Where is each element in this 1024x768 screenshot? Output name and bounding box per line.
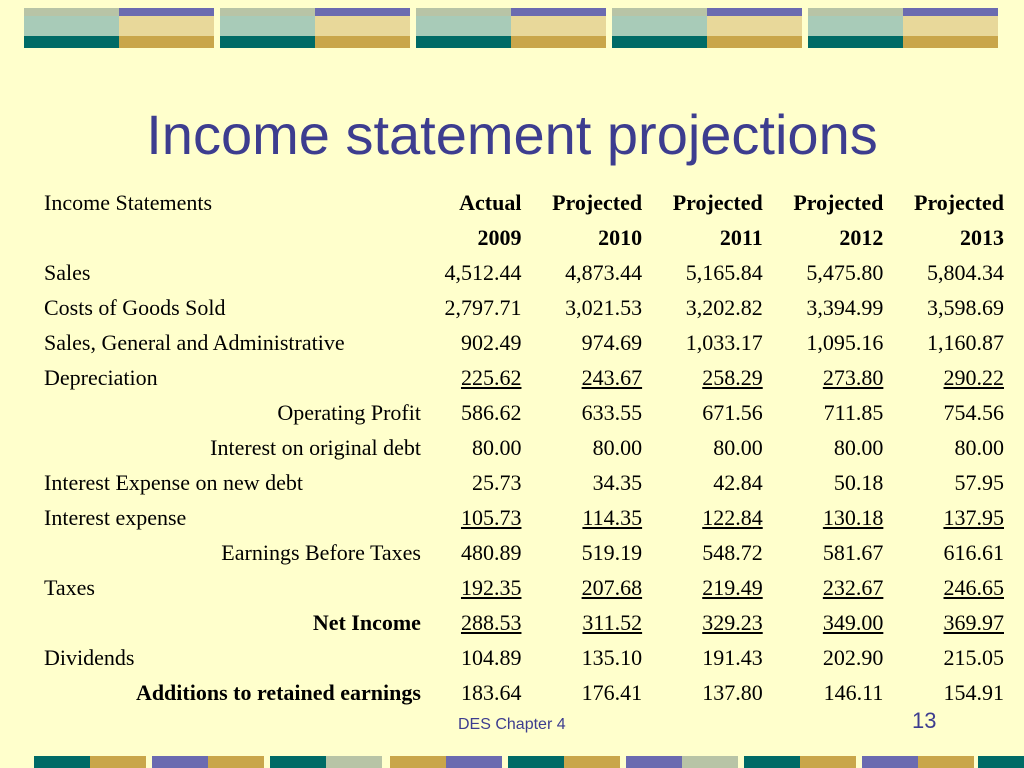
cell-value: 207.68: [581, 575, 643, 600]
table-row: [44, 395, 1004, 430]
cell-value: 225.62: [460, 365, 522, 390]
table-row: [44, 605, 1004, 640]
cell-value: 183.64: [460, 680, 522, 705]
cell-value: 288.53: [460, 610, 522, 635]
row-label: Sales: [44, 260, 91, 285]
cell-value: 146.11: [823, 680, 884, 705]
cell-value: 50.18: [833, 470, 884, 495]
cell-value: 122.84: [702, 505, 763, 530]
cell-value: 219.49: [702, 575, 763, 600]
slide-title: Income statement projections: [146, 103, 878, 166]
cell-value: 80.00: [954, 435, 1004, 460]
cell-value: 4,873.44: [565, 260, 643, 285]
income-statement-table: [44, 185, 1004, 710]
cell-value: 3,202.82: [685, 295, 763, 320]
table-row: [44, 255, 1004, 290]
table-row: [44, 675, 1004, 710]
table-row: [44, 570, 1004, 605]
row-label: Costs of Goods Sold: [44, 295, 226, 320]
table-row: [44, 465, 1004, 500]
cell-value: 671.56: [702, 400, 763, 425]
cell-value: 519.19: [581, 540, 643, 565]
top-decorative-band: [0, 0, 1024, 60]
cell-value: 80.00: [592, 435, 643, 460]
cell-value: 202.90: [822, 645, 884, 670]
table-row: [44, 640, 1004, 675]
col-header-type: Projected: [672, 190, 763, 215]
col-header-type: Projected: [552, 190, 643, 215]
cell-value: 42.84: [713, 470, 763, 495]
table-row: [44, 535, 1004, 570]
col-header-year: 2009: [477, 225, 522, 250]
band-block: [808, 8, 998, 48]
col-header-year: 2011: [719, 225, 763, 250]
cell-value: 349.00: [822, 610, 884, 635]
table-row: [44, 290, 1004, 325]
table-header-label: Income Statements: [44, 190, 213, 215]
band-block: [416, 8, 606, 48]
cell-value: 114.35: [582, 505, 643, 530]
cell-value: 480.89: [460, 540, 522, 565]
cell-value: 104.89: [460, 645, 522, 670]
col-header-year: 2012: [839, 225, 884, 250]
cell-value: 369.97: [943, 610, 1004, 635]
cell-value: 311.52: [582, 610, 643, 635]
cell-value: 232.67: [822, 575, 884, 600]
cell-value: 3,598.69: [927, 295, 1004, 320]
cell-value: 3,021.53: [565, 295, 643, 320]
cell-value: 5,475.80: [806, 260, 884, 285]
cell-value: 3,394.99: [806, 295, 884, 320]
cell-value: 290.22: [943, 365, 1004, 390]
cell-value: 711.85: [823, 400, 884, 425]
row-label: Interest Expense on new debt: [44, 470, 304, 495]
cell-value: 616.61: [943, 540, 1004, 565]
row-label: Net Income: [312, 610, 421, 635]
cell-value: 273.80: [822, 365, 884, 390]
row-label: Taxes: [44, 575, 95, 600]
cell-value: 130.18: [822, 505, 884, 530]
cell-value: 105.73: [460, 505, 522, 530]
cell-value: 25.73: [471, 470, 522, 495]
cell-value: 215.05: [943, 645, 1004, 670]
cell-value: 1,160.87: [927, 330, 1004, 355]
row-label: Sales, General and Administrative: [44, 330, 345, 355]
cell-value: 5,804.34: [927, 260, 1004, 285]
cell-value: 5,165.84: [685, 260, 763, 285]
table-row: [44, 430, 1004, 465]
cell-value: 329.23: [702, 610, 763, 635]
table-row: [44, 360, 1004, 395]
row-label: Additions to retained earnings: [135, 680, 421, 705]
col-header-year: 2013: [960, 225, 1004, 250]
cell-value: 1,095.16: [806, 330, 884, 355]
cell-value: 4,512.44: [444, 260, 522, 285]
cell-value: 135.10: [581, 645, 643, 670]
row-label: Earnings Before Taxes: [221, 540, 421, 565]
row-label: Operating Profit: [277, 400, 421, 425]
cell-value: 137.95: [943, 505, 1004, 530]
page-number: 13: [912, 708, 937, 733]
cell-value: 34.35: [592, 470, 643, 495]
cell-value: 586.62: [460, 400, 522, 425]
bottom-decorative-band: [0, 756, 1024, 768]
cell-value: 80.00: [471, 435, 522, 460]
table-header-row-2: [44, 220, 1004, 255]
col-header-type: Projected: [793, 190, 884, 215]
band-block: [612, 8, 802, 48]
cell-value: 581.67: [822, 540, 884, 565]
band-block: [220, 8, 410, 48]
cell-value: 80.00: [833, 435, 884, 460]
col-header-type: Projected: [914, 190, 1004, 215]
cell-value: 1,033.17: [685, 330, 763, 355]
col-header-type: Actual: [459, 190, 522, 215]
table-header-row-1: [44, 185, 1004, 220]
row-label: Dividends: [44, 645, 135, 670]
cell-value: 548.72: [702, 540, 763, 565]
cell-value: 192.35: [460, 575, 522, 600]
cell-value: 246.65: [943, 575, 1004, 600]
slide-footer: DES Chapter 4: [458, 716, 566, 733]
cell-value: 2,797.71: [444, 295, 522, 320]
cell-value: 191.43: [702, 645, 763, 670]
row-label: Interest expense: [44, 505, 187, 530]
cell-value: 80.00: [713, 435, 763, 460]
row-label: Interest on original debt: [210, 435, 421, 460]
cell-value: 57.95: [954, 470, 1004, 495]
cell-value: 154.91: [943, 680, 1004, 705]
cell-value: 137.80: [702, 680, 763, 705]
band-block: [24, 8, 214, 48]
cell-value: 633.55: [581, 400, 643, 425]
row-label: Depreciation: [44, 365, 158, 390]
col-header-year: 2010: [598, 225, 643, 250]
cell-value: 258.29: [702, 365, 763, 390]
cell-value: 243.67: [581, 365, 643, 390]
cell-value: 974.69: [581, 330, 643, 355]
table-row: [44, 500, 1004, 535]
cell-value: 902.49: [460, 330, 522, 355]
cell-value: 176.41: [581, 680, 643, 705]
cell-value: 754.56: [943, 400, 1004, 425]
table-row: [44, 325, 1004, 360]
